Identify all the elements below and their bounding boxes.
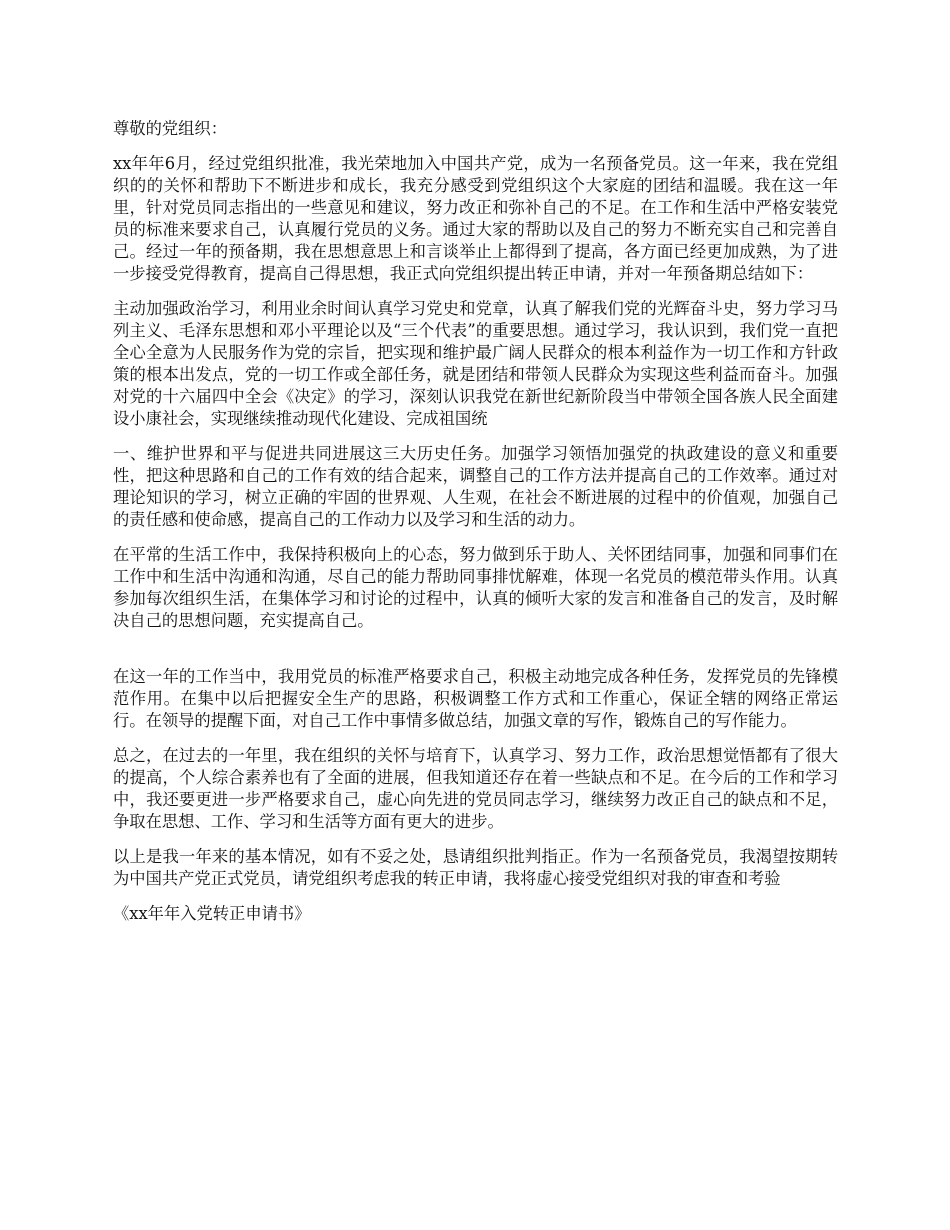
closing-title: 《xx年年入党转正申请书》 [113, 904, 311, 923]
paragraph-daily-life: 在平常的生活工作中，我保持积极向上的心态，努力做到乐于助人、关怀团结同事，加强和同事们在工作中和生活中沟通和沟通，尽自己的能力帮助同事排忧解难，体现一名党员的模范带头作用。认真参加每次组织生活，在集体学习和讨论的过程中，认真的倾听大家的发言和准备自己的发言，及时解决自己的思想问题，充实提高自己。 [113, 545, 838, 630]
paragraph-intro: xx年年6月，经过党组织批准，我光荣地加入中国共产党，成为一名预备党员。这一年来，我在党组织的的关怀和帮助下不断进步和成长，我充分感受到党组织这个大家庭的团结和温暖。我在这一年里，针对党员同志指出的一些意见和建议，努力改正和弥补自己的不足。在工作和生活中严格安装党员的标准来要求自己，认真履行党员的义务。通过大家的帮助以及自己的努力不断充实自己和完善自己。经过一年的预备期，我在思想意思上和言谈举止上都得到了提高，各方面已经更加成熟，为了进一步接受党得教育，提高自己得思想，我正式向党组织提出转正申请，并对一年预备期总结如下： [113, 154, 838, 283]
paragraph-political-study: 主动加强政治学习，利用业余时间认真学习党史和党章，认真了解我们党的光辉奋斗史，努力学习马列主义、毛泽东思想和邓小平理论以及“三个代表”的重要思想。通过学习，我认识到，我们党一直把全心全意为人民服务作为党的宗旨，把实现和维护最广阔人民群众的根本利益作为一切工作和方针政策的根本出发点，党的一切工作或全部任务，就是团结和带领人民群众为实现这些利益而奋斗。加强对党的十六届四中全会《决定》的学习，深刻认识我党在新世纪新阶段当中带领全国各族人民全面建设小康社会，实现继续推动现代化建设、完成祖国统 [113, 299, 838, 428]
paragraph-work: 在这一年的工作当中，我用党员的标准严格要求自己，积极主动地完成各种任务，发挥党员的先锋模范作用。在集中以后把握安全生产的思路，积极调整工作方式和工作重心，保证全辖的网络正常运行。在领导的提醒下面，对自己工作中事情多做总结，加强文章的写作，锻炼自己的写作能力。 [113, 667, 838, 730]
salutation: 尊敬的党组织： [113, 119, 227, 138]
paragraph-historical-tasks: 一、维护世界和平与促进共同进展这三大历史任务。加强学习领悟加强党的执政建设的意义和重要性，把这种思路和自己的工作有效的结合起来，调整自己的工作方法并提高自己的工作效率。通过对理论知识的学习，树立正确的牢固的世界观、人生观，在社会不断进展的过程中的价值观，加强自己的责任感和使命感，提高自己的工作动力以及学习和生活的动力。 [113, 444, 838, 529]
document-body [113, 118, 838, 938]
blank-gap [113, 645, 838, 666]
paragraph-summary: 总之，在过去的一年里，我在组织的关怀与培育下，认真学习、努力工作，政治思想觉悟都有了很大的提高，个人综合素养也有了全面的进展，但我知道还存在着一些缺点和不足。在今后的工作和学习中，我还要更进一步严格要求自己，虚心向先进的党员同志学习，继续努力改正自己的缺点和不足，争取在思想、工作、学习和生活等方面有更大的进步。 [113, 746, 838, 831]
paragraph-conclusion: 以上是我一年来的基本情况，如有不妥之处，恳请组织批判指正。作为一名预备党员，我渴望按期转为中国共产党正式党员，请党组织考虑我的转正申请，我将虚心接受党组织对我的审查和考验 [113, 847, 838, 888]
